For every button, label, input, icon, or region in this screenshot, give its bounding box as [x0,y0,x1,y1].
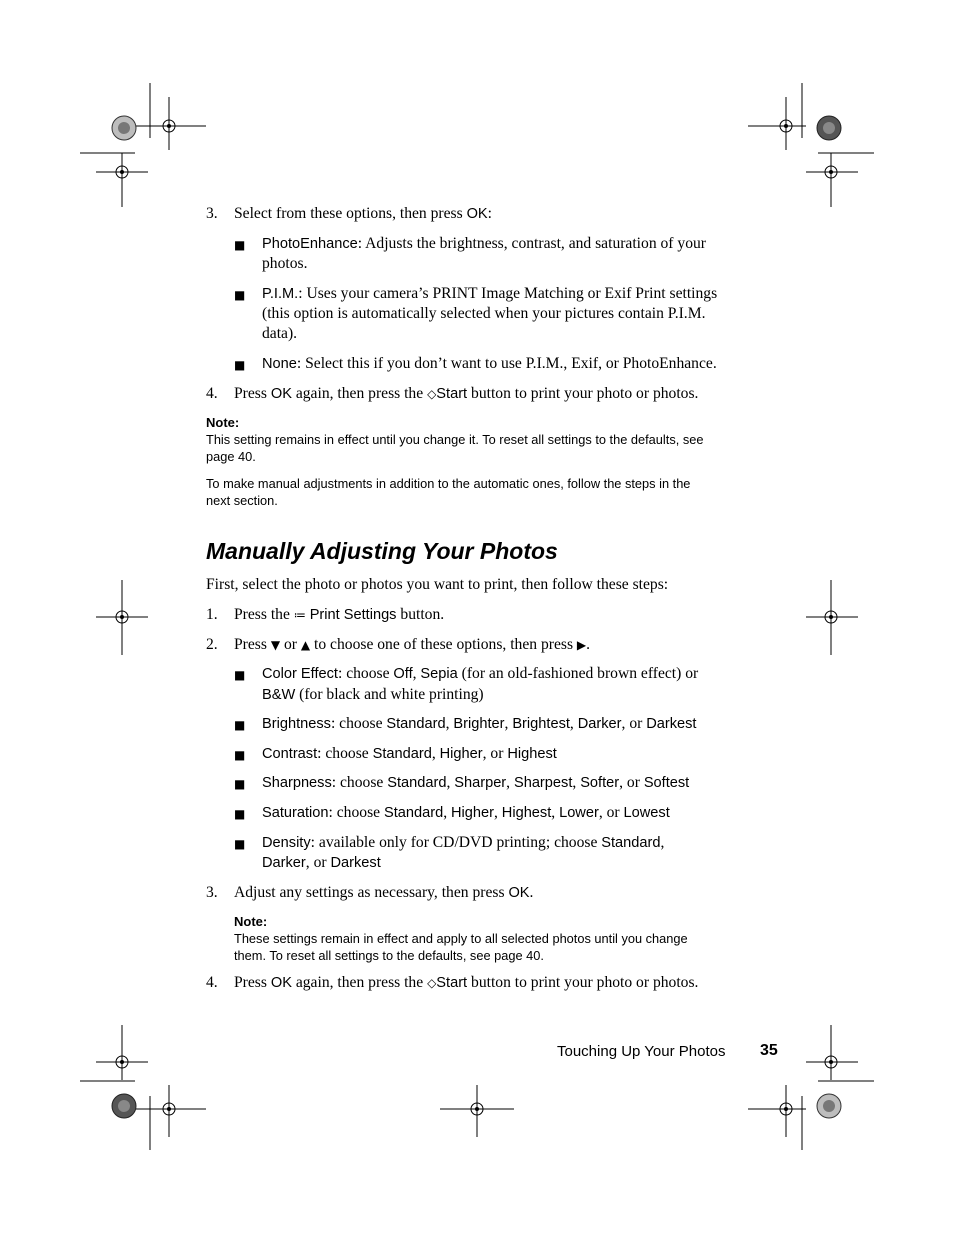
option-label: Brightness [262,716,331,732]
note-heading: Note: [206,415,240,430]
option-label: Saturation [262,805,329,821]
step-number: 3. [206,884,218,901]
step-text: button to print your photo or photos. [471,385,699,402]
note-text: page 40. [206,449,256,464]
option-text: (for an old-fashioned brown effect) or [457,665,699,682]
option-none [262,355,717,373]
footer-section-title: Touching Up Your Photos [557,1043,726,1060]
option-value: Off [393,666,413,682]
option-photoenhance [262,235,706,253]
option-sep: : [296,355,306,372]
option-label: Color Effect [262,666,338,682]
option-text: : choose [331,774,388,791]
option-value: Standard [383,805,444,821]
manual-step-2 [234,636,590,654]
paragraph-text: next section. [206,493,278,508]
print-settings-icon: ≔ [293,608,306,622]
bullet-square: ■ [234,718,246,732]
option-text: , or [598,804,624,821]
option-text: , [660,834,665,851]
option-text: : available only for CD/DVD printing; choose [310,834,602,851]
option-text: , [446,774,455,791]
option-value: Brighter [453,716,505,732]
option-text: , [412,665,421,682]
step-text: button. [400,606,445,623]
intro-text: First, select the photo or photos you want to print, then follow these steps: [206,576,669,593]
step-text-end: . [586,636,591,653]
option-text: , or [619,774,644,791]
option-text: , [569,715,578,732]
step-text-end: : [487,205,493,222]
step-number: 1. [206,606,218,623]
option-label: Density [262,835,311,851]
note-heading: Note: [234,914,268,929]
option-value: Sharpest [513,775,573,791]
option-value: Softest [643,775,690,791]
option-text: , [443,804,451,821]
ok-button-label: OK [270,386,292,402]
step-text: Press the [234,606,290,623]
option-text: , [572,774,581,791]
bullet-square: ■ [234,837,246,851]
note-text: This setting remains in effect until you change it. To reset all settings to the defaults, see [206,432,704,447]
option-text: : choose [337,665,394,682]
option-label: PhotoEnhance [262,236,358,252]
step-text: Press [234,636,267,653]
manual-step-1 [234,606,444,624]
step-number: 4. [206,385,218,402]
option-text: (for black and white printing) [295,686,484,703]
option-label: Sharpness [262,775,332,791]
option-text: , [506,774,514,791]
option-text: , [431,745,440,762]
bullet-square: ■ [234,358,246,372]
option-text: photos. [262,255,308,272]
option-text: Uses your camera’s PRINT Image Matching or Exif Print settings [306,285,718,302]
option-saturation [262,804,670,822]
option-value: Lowest [623,805,670,821]
ok-button-label: OK [466,206,488,222]
step-text: again, then press the [295,974,424,991]
option-brightness [262,715,696,733]
manual-step-4 [234,974,698,992]
step-number: 3. [206,205,218,222]
option-color-effect-cont [262,686,484,704]
print-settings-label: Print Settings [309,607,397,623]
option-value: Lower [559,805,599,821]
option-value: Darkest [330,855,381,871]
option-text: , or [482,745,508,762]
option-text: (this option is automatically selected when your pictures contain P.I.M. [262,305,706,322]
page-number: 35 [760,1042,778,1059]
option-value: Standard [386,716,446,732]
option-value: Darker [262,855,306,871]
option-value: Higher [439,746,483,762]
option-value: Darker [577,716,622,732]
step-text: Select from these options, then press [234,205,463,222]
option-label: P.I.M. [262,286,299,302]
step-3-text [234,205,492,223]
option-contrast [262,745,557,763]
option-text: : choose [328,804,384,821]
bullet-square: ■ [234,777,246,791]
option-value: Standard [372,746,432,762]
option-label: None [262,356,297,372]
note-text: These settings remain in effect and apply to all selected photos until you change [234,931,688,946]
option-text: : choose [317,745,373,762]
option-color-effect [262,665,698,683]
step-text: again, then press the [295,385,424,402]
step-number: 2. [206,636,218,653]
option-text: Select this if you don’t want to use P.I.M., Exif, or PhotoEnhance. [305,355,717,372]
option-text: , [494,804,502,821]
option-value: Sharper [454,775,507,791]
step-number: 4. [206,974,218,991]
option-value: Softer [580,775,620,791]
step-text: Press [234,974,267,991]
option-value: Highest [501,805,552,821]
ok-button-label: OK [270,975,292,991]
step-text: Press [234,385,267,402]
option-density [262,834,664,852]
option-value: B&W [262,687,296,703]
up-arrow-icon: ▲ [300,638,311,652]
option-density-cont [262,854,381,872]
note-text: them. To reset all settings to the defaults, see page 40. [234,948,544,963]
start-button-label: Start [436,386,468,402]
down-arrow-icon: ▼ [270,638,281,652]
start-button-label: Start [436,975,468,991]
option-value: Higher [451,805,494,821]
option-value: Darkest [646,716,697,732]
option-sep: : [357,235,366,252]
manual-step-3 [234,884,533,902]
option-value: Standard [601,835,661,851]
step-text: to choose one of these options, then press [314,636,574,653]
option-value: Brightest [512,716,570,732]
option-text: , or [305,854,331,871]
step-text: button to print your photo or photos. [471,974,699,991]
option-pim [262,285,717,303]
bullet-square: ■ [234,288,246,302]
step-text-end: . [529,884,534,901]
bullet-square: ■ [234,668,246,682]
option-text: , [504,715,513,732]
option-sep: : [298,285,307,302]
bullet-square: ■ [234,238,246,252]
option-text: Adjusts the brightness, contrast, and saturation of your [365,235,706,252]
step-4-text [234,385,698,403]
option-value: Sepia [420,666,458,682]
option-text: data). [262,325,298,342]
bullet-square: ■ [234,807,246,821]
option-label: Contrast [262,746,318,762]
right-arrow-icon: ▶ [576,638,587,652]
option-value: Highest [507,746,557,762]
option-text: , [551,804,560,821]
step-text: or [283,636,297,653]
paragraph-text: To make manual adjustments in addition to the automatic ones, follow the steps in the [206,476,691,491]
option-text: , [445,715,454,732]
option-text: , or [621,715,647,732]
ok-button-label: OK [508,885,530,901]
option-text: : choose [330,715,387,732]
option-sharpness [262,774,689,792]
step-text: Adjust any settings as necessary, then press [234,884,505,901]
option-value: Standard [387,775,447,791]
section-heading: Manually Adjusting Your Photos [206,538,558,564]
start-icon: ◇ [427,387,437,401]
start-icon: ◇ [427,976,437,990]
bullet-square: ■ [234,748,246,762]
